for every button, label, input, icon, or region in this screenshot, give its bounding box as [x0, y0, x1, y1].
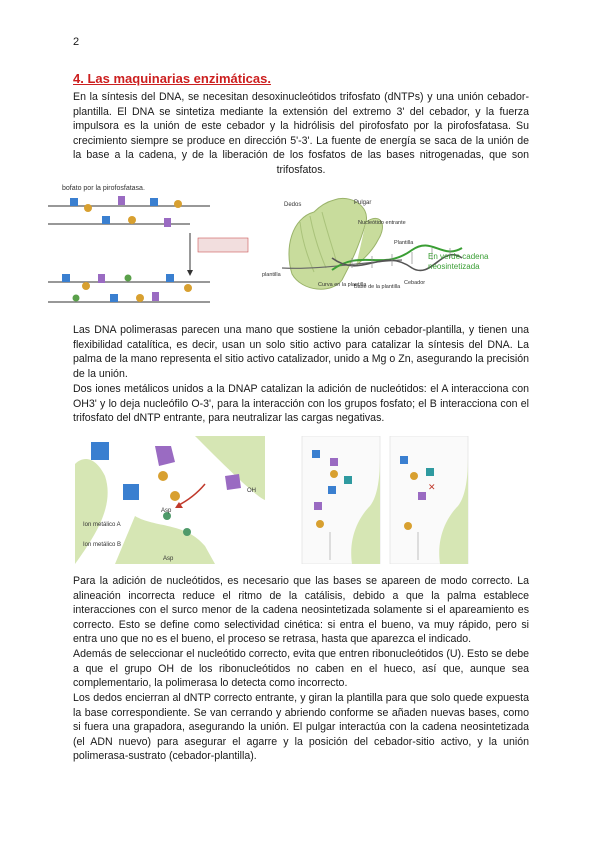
label-asp-2: Asp	[163, 556, 174, 562]
figure-polymerase-hand	[262, 188, 534, 300]
paragraph-5: Además de seleccionar el nucleótido correcto, evita que entren ribonucleótidos (U). Esto se debe a que el grupo OH de los ribonucleótidos no caben en el hueco, así que, aunque sea complementario, la polimerasa lo detecta como incorrecto.	[73, 648, 529, 690]
figure-pyrophosphatase	[40, 178, 262, 318]
label-dedos: Dedos	[284, 202, 302, 208]
paragraph-6: Los dedos encierran al dNTP correcto entrante, y giran la plantilla para que solo quede expuesta la base correspondiente. Se van cerrando y abriendo conforme se añaden nuevas bases, como si fuera una grapadora, asegurando la unión. El pulgar interactúa con la cadena neosintetizada (el ADN nuevo) para asegurar el agarre y la posición del cebador-sitio activo, y la unión polimerasa-sustrato (cebador-plantilla).	[73, 692, 529, 763]
label-oh: OH	[247, 488, 256, 494]
svg-text:✕: ✕	[428, 482, 436, 492]
label-ion-b: Ion metálico B	[83, 542, 122, 548]
paragraph-1: En la síntesis del DNA, se necesitan desoxinucleótidos trifosfato (dNTPs) y una unión cebador-plantilla. El DNA se sintetiza mediante la extensión del extremo 3' del cebador, y la fuerza impulsora es la unión de este cebador y la hidrólisis del pirofosfato por la pirofosfatasa. Su crecimiento siempre se produce en dirección 5'-3'. La fuente de energía se saca de la unión de la base a la cadena, y de la liberación de los fosfatos de las bases nitrogenadas, que son trifosfatos.	[73, 91, 529, 176]
label-plantilla-top: Plantilla	[394, 240, 414, 246]
paragraph-3: Dos iones metálicos unidos a la DNAP catalizan la adición de nucleótidos: el A interacciona con OH3' y lo deja nucleófilo O-3', para la interacción con los grupos fosfato; el B interacciona con el trifosfato del dNTP entrante, para neutralizar las cargas negativas.	[73, 383, 529, 425]
paragraph-4: Para la adición de nucleótidos, es necesario que las bases se apareen de modo correcto. La alineación incorrecta reduce el ritmo de la catálisis, debido a que la palma establece interacciones con el surco menor de la cadena neosintetizada solamente si el apareamiento es correcto. Esto se define como selectividad cinética: si entra el bueno, va muy rápido, pero si entra uno que no es el bueno, el proceso se retrasa, hasta que aparezca el indicado.	[73, 575, 529, 646]
section-heading: 4. Las maquinarias enzimáticas.	[73, 71, 271, 86]
figure-base-pairing	[300, 436, 470, 564]
figure-metal-ions	[75, 436, 265, 564]
label-curva: Curva en la plantilla	[318, 282, 367, 288]
label-nucleotido: Nucleótido entrante	[358, 220, 406, 226]
page-number: 2	[73, 36, 80, 48]
label-base: Base de la plantilla	[354, 284, 401, 290]
green-note-line1: En verde cadena	[428, 252, 489, 261]
label-ion-a: Ion metálico A	[83, 522, 121, 528]
label-pulgar: Pulgar	[354, 200, 372, 206]
green-note-line2: neosintetizada	[428, 262, 480, 271]
figure1-caption: bofato por la pirofosfatasa.	[62, 185, 145, 192]
label-cebador: Cebador	[404, 280, 426, 286]
label-plantilla-left: plantilla	[262, 272, 281, 278]
label-asp-1: Asp	[161, 508, 172, 514]
paragraph-2: Las DNA polimerasas parecen una mano que sostiene la unión cebador-plantilla, y tienen una flexibilidad catalítica, es decir, usan un solo sitio activo para catalizar la síntesis del DNA. La palma de la mano representa el sitio activo catalizador, unido a Mg o Zn, asegurando la precisión de la unión.	[73, 324, 529, 380]
